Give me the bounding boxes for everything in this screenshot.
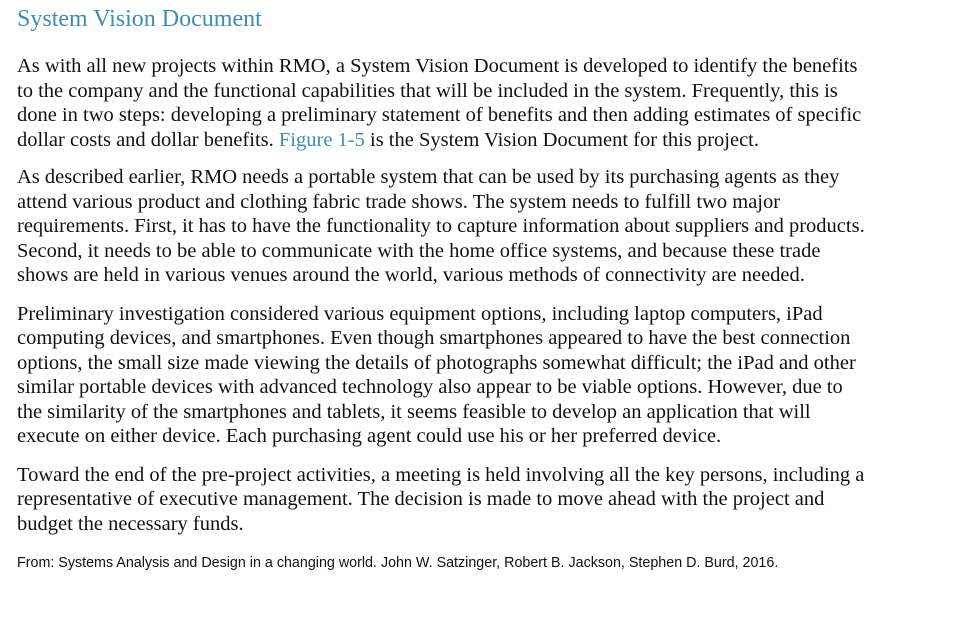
paragraph-1-line-4: dollar costs and dollar benefits. bbox=[17, 128, 279, 151]
paragraph-2-line-3: requirements. First, it has to have the functionality to capture information about suppliers and products. bbox=[17, 215, 865, 237]
paragraph-3-line-6: execute on either device. Each purchasing agent could use his or her preferred device. bbox=[17, 425, 722, 447]
paragraph-1-line-3: done in two steps: developing a preliminary statement of benefits and then adding estimates of specific bbox=[17, 104, 862, 126]
paragraph-3-line-4: similar portable devices with advanced technology also appear to be viable options. However, due to bbox=[17, 376, 843, 398]
paragraph-2-line-2: attend various product and clothing fabric trade shows. The system needs to fulfill two major bbox=[17, 190, 781, 213]
document-page bbox=[17, 0, 947, 573]
paragraph-1-line-4-end: is the System Vision Document for this project. bbox=[364, 128, 759, 151]
paragraph-4 bbox=[17, 463, 947, 537]
paragraph-3 bbox=[17, 302, 947, 449]
paragraph-3-line-3: options, the small size made viewing the details of photographs somewhat difficult; the iPad and other bbox=[17, 351, 856, 374]
paragraph-2-line-5: shows are held in various venues around the world, various methods of connectivity are needed. bbox=[17, 264, 805, 286]
paragraph-2-line-1: As described earlier, RMO needs a portable system that can be used by its purchasing agents as they bbox=[17, 166, 840, 188]
paragraph-1 bbox=[17, 54, 947, 152]
paragraph-4-line-3: budget the necessary funds. bbox=[17, 512, 244, 535]
paragraph-1-line-1: As with all new projects within RMO, a System Vision Document is developed to identify the benefits bbox=[17, 55, 858, 77]
paragraph-1-line-2: to the company and the functional capabilities that will be included in the system. Frequently, this is bbox=[17, 79, 838, 102]
paragraph-4-line-1: Toward the end of the pre-project activities, a meeting is held involving all the key persons, including a bbox=[17, 463, 865, 486]
paragraph-2 bbox=[17, 165, 947, 288]
paragraph-3-line-1: Preliminary investigation considered various equipment options, including laptop computers, iPad bbox=[17, 302, 823, 325]
paragraph-4-line-2: representative of executive management. The decision is made to move ahead with the project and bbox=[17, 488, 825, 510]
paragraph-2-line-4: Second, it needs to be able to communicate with the home office systems, and because these trade bbox=[17, 239, 821, 262]
figure-reference-link[interactable]: Figure 1-5 bbox=[278, 128, 365, 151]
paragraph-3-line-2: computing devices, and smartphones. Even though smartphones appeared to have the best connection bbox=[17, 327, 851, 349]
paragraph-3-line-5: the similarity of the smartphones and tablets, it seems feasible to develop an application that will bbox=[17, 400, 811, 423]
source-citation: From: Systems Analysis and Design in a changing world. John W. Satzinger, Robert B. Jackson, Stephen D. Burd, 2016. bbox=[17, 555, 779, 571]
section-title: System Vision Document bbox=[17, 6, 262, 32]
